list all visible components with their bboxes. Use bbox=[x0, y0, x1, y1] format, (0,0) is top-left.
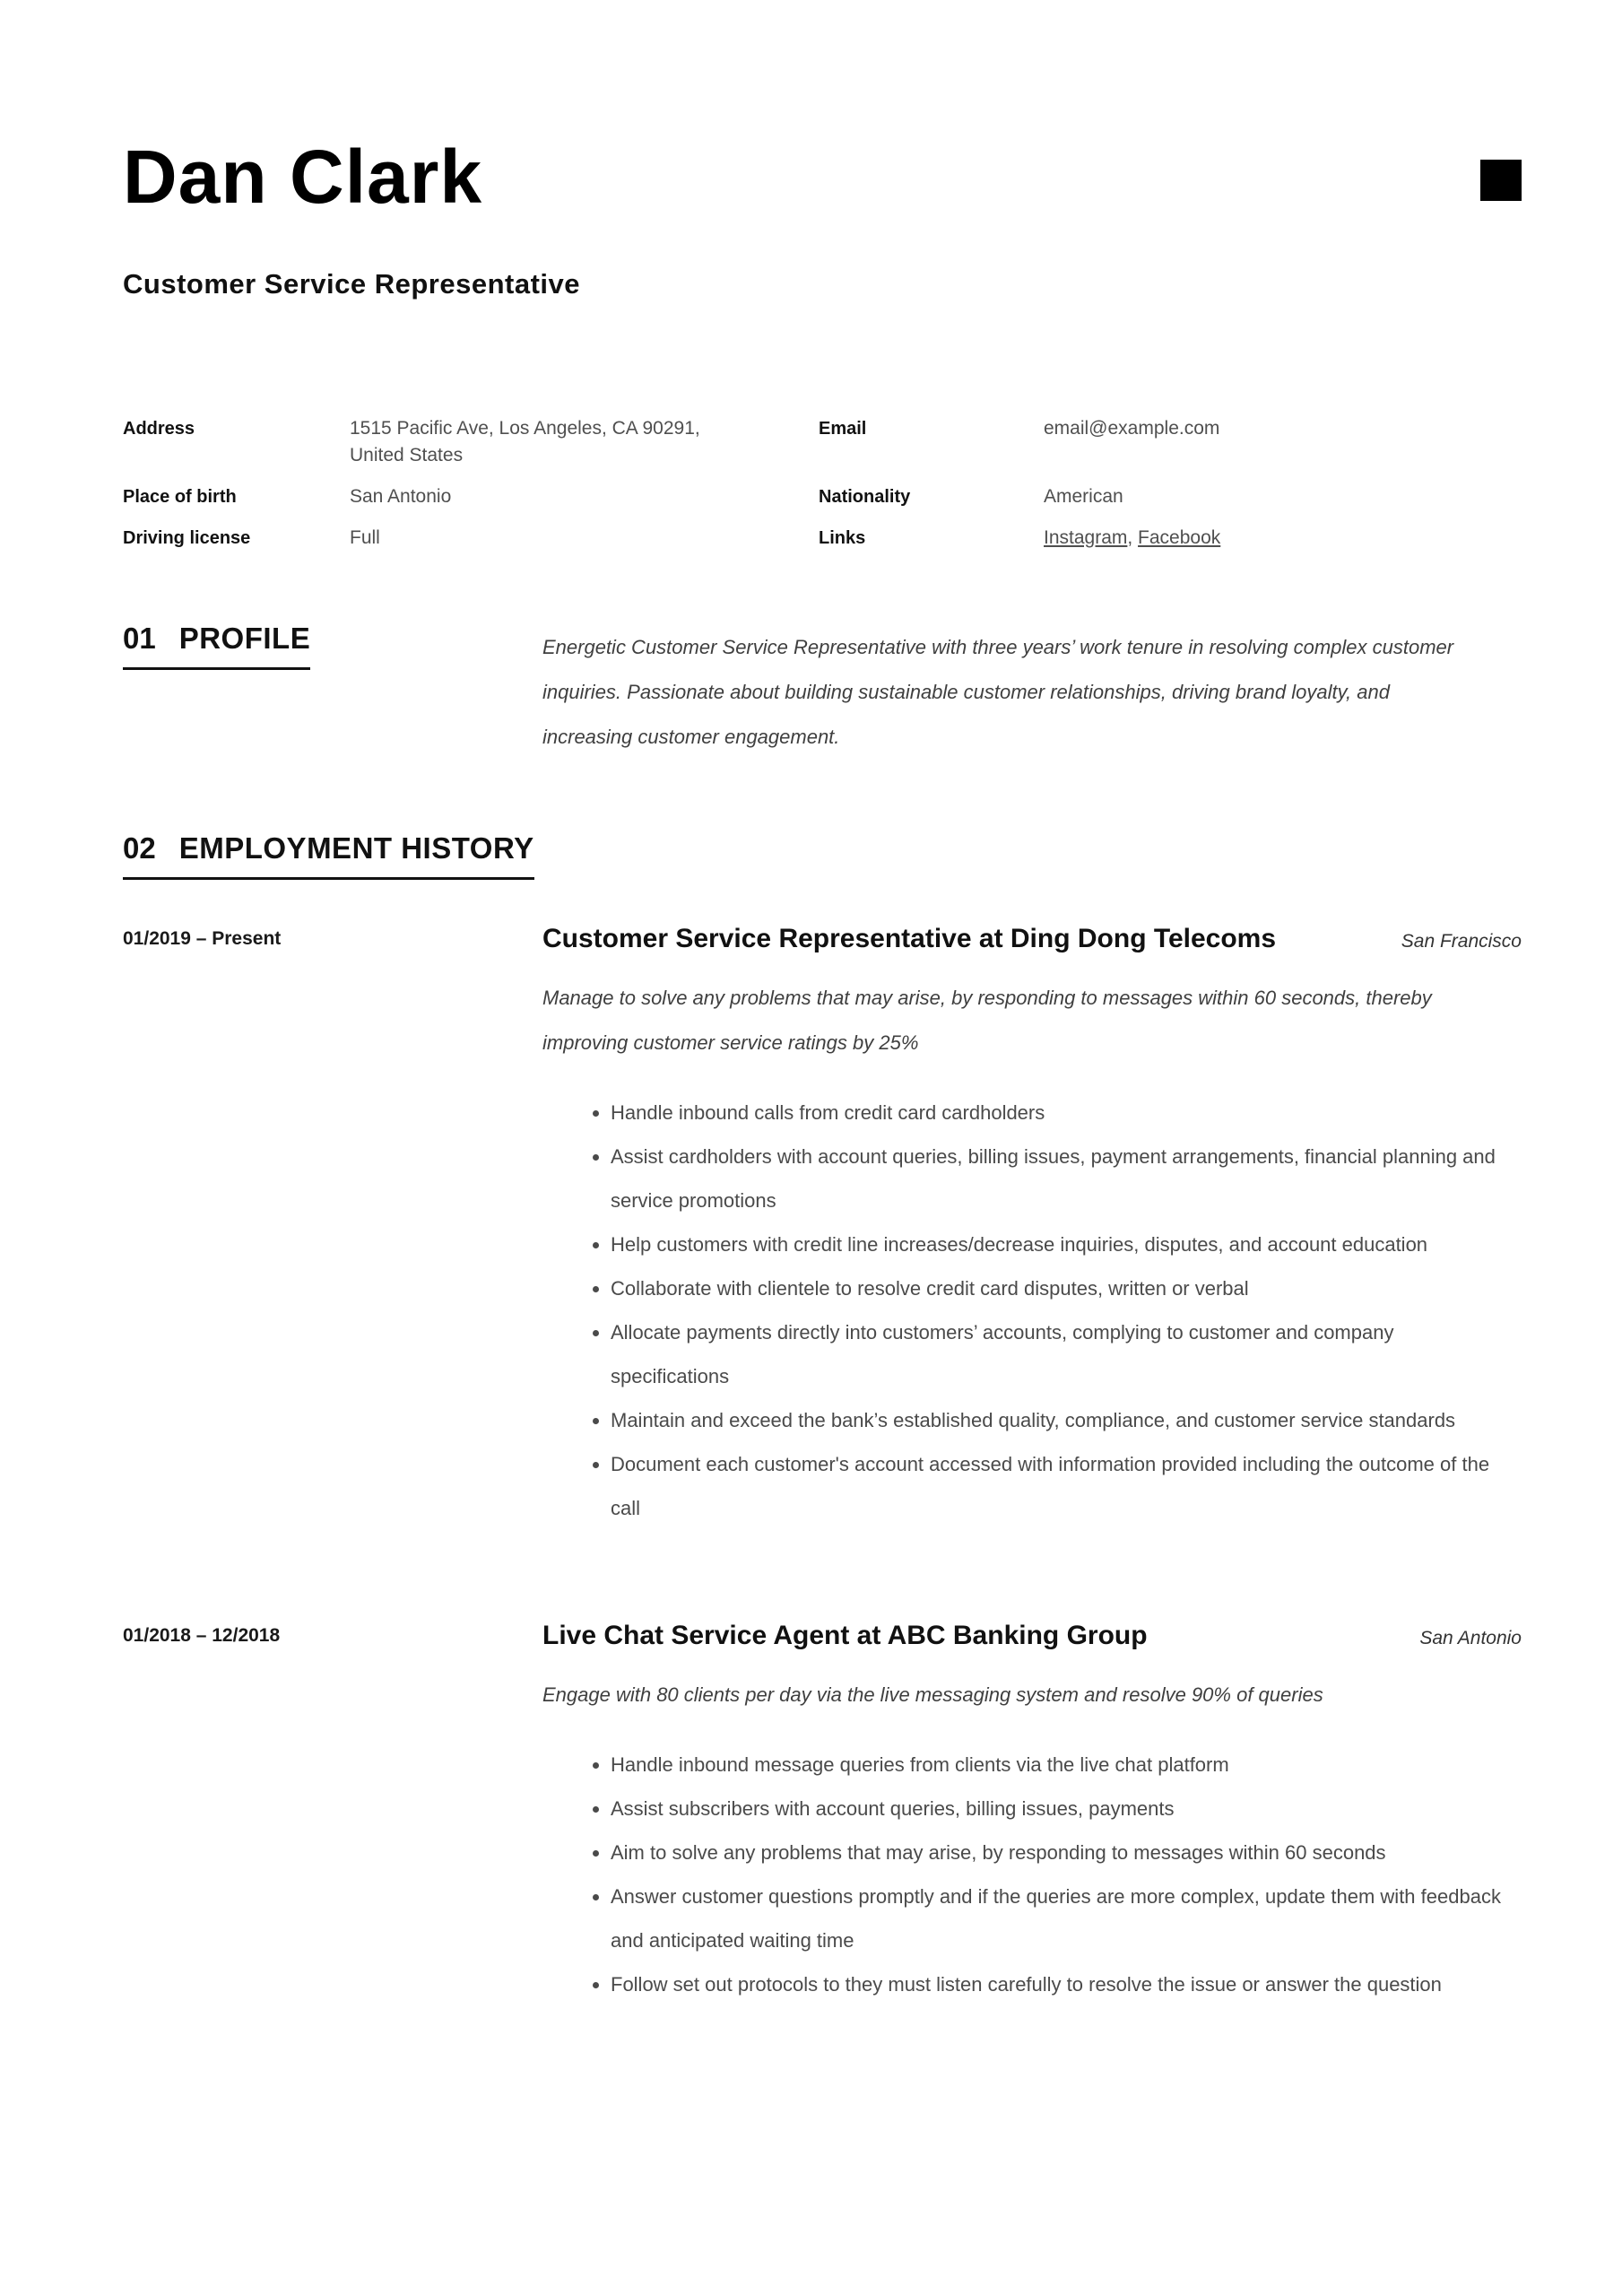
black-square-icon bbox=[1480, 160, 1522, 201]
job-content-column bbox=[542, 923, 1522, 1530]
links-separator: , bbox=[1127, 527, 1139, 548]
nationality-value: American bbox=[1044, 486, 1123, 507]
employment-section-title: EMPLOYMENT HISTORY bbox=[178, 831, 534, 865]
driving-license-value: Full bbox=[350, 527, 380, 548]
job-duty-item: • Allocate payments directly into customers’ accounts, complying to customer and company specifications bbox=[611, 1310, 1503, 1398]
job-duty-item: • Handle inbound message queries from clients via the live chat platform bbox=[611, 1743, 1503, 1787]
employment-section bbox=[123, 831, 1522, 2006]
job-summary: Manage to solve any problems that may arise, by responding to messages within 60 seconds, thereby improving customer service ratings by 25% bbox=[542, 987, 1432, 1054]
job-title: Customer Service Representative at Ding Dong Telecoms bbox=[542, 924, 1277, 953]
profile-section bbox=[123, 622, 1522, 760]
profile-section-title: PROFILE bbox=[178, 622, 311, 655]
candidate-job-title: Customer Service Representative bbox=[123, 268, 581, 300]
profile-section-number: 01 bbox=[123, 622, 156, 655]
job-location: San Francisco bbox=[1401, 931, 1522, 952]
job-duty-item: • Document each customer's account accessed with information provided including the outcome of the call bbox=[611, 1442, 1503, 1530]
profile-section-heading bbox=[123, 622, 310, 670]
contact-details bbox=[123, 415, 1522, 552]
job-duty-item: • Answer customer questions promptly and if the queries are more complex, update them with feedback and anticipated waiting time bbox=[611, 1874, 1503, 1962]
nationality-label: Nationality bbox=[819, 487, 911, 507]
links-value bbox=[1044, 525, 1522, 552]
job-duty-item: • Follow set out protocols to they must listen carefully to resolve the issue or answer the question bbox=[611, 1962, 1503, 2006]
job-header bbox=[542, 923, 1522, 954]
job-header bbox=[542, 1620, 1522, 1651]
profile-summary-text: Energetic Customer Service Representative with three years’ work tenure in resolving complex customer inquiries. Passionate about building sustainable customer relationships, driving brand loyalty, and increasing customer engagement. bbox=[542, 636, 1454, 748]
job-dates-column bbox=[123, 1620, 542, 2006]
job-date-range: 01/2019 – Present bbox=[123, 928, 282, 949]
candidate-name: Dan Clark bbox=[123, 135, 483, 219]
email-value: email@example.com bbox=[1044, 418, 1220, 439]
job-duty-item: • Aim to solve any problems that may arise, by responding to messages within 60 seconds bbox=[611, 1831, 1503, 1874]
job-duty-item: • Maintain and exceed the bank’s established quality, compliance, and customer service standards bbox=[611, 1398, 1503, 1442]
job-duty-item: • Assist subscribers with account queries, billing issues, payments bbox=[611, 1787, 1503, 1831]
employment-section-number: 02 bbox=[123, 831, 156, 865]
job-duties-list bbox=[542, 1091, 1522, 1530]
job-duty-item: • Assist cardholders with account queries, billing issues, payment arrangements, financial planning and service promotions bbox=[611, 1135, 1503, 1222]
job-title: Live Chat Service Agent at ABC Banking Group bbox=[542, 1621, 1148, 1650]
job-summary: Engage with 80 clients per day via the live messaging system and resolve 90% of queries bbox=[542, 1683, 1323, 1706]
job-duties-list bbox=[542, 1743, 1522, 2006]
place-of-birth-label: Place of birth bbox=[123, 487, 237, 507]
job-duty-item: • Handle inbound calls from credit card cardholders bbox=[611, 1091, 1503, 1135]
driving-license-label: Driving license bbox=[123, 528, 251, 548]
job-list bbox=[123, 923, 1522, 2006]
profile-content-column bbox=[542, 622, 1522, 760]
job-duty-item: • Collaborate with clientele to resolve credit card disputes, written or verbal bbox=[611, 1266, 1503, 1310]
resume-header bbox=[123, 135, 1522, 300]
job-date-range: 01/2018 – 12/2018 bbox=[123, 1625, 281, 1646]
email-label: Email bbox=[819, 419, 867, 439]
profile-heading-column bbox=[123, 622, 542, 760]
job-content-column bbox=[542, 1620, 1522, 2006]
job-dates-column bbox=[123, 923, 542, 1530]
job-entry bbox=[123, 923, 1522, 1530]
job-location: San Antonio bbox=[1419, 1628, 1522, 1648]
facebook-link[interactable]: Facebook bbox=[1138, 527, 1221, 548]
employment-section-heading bbox=[123, 831, 534, 880]
place-of-birth-value: San Antonio bbox=[350, 486, 452, 507]
address-value: 1515 Pacific Ave, Los Angeles, CA 90291, United States bbox=[350, 418, 700, 465]
links-label: Links bbox=[819, 528, 866, 548]
address-label: Address bbox=[123, 419, 195, 439]
instagram-link[interactable]: Instagram bbox=[1044, 527, 1128, 548]
job-entry bbox=[123, 1620, 1522, 2006]
job-duty-item: • Help customers with credit line increases/decrease inquiries, disputes, and account education bbox=[611, 1222, 1503, 1266]
